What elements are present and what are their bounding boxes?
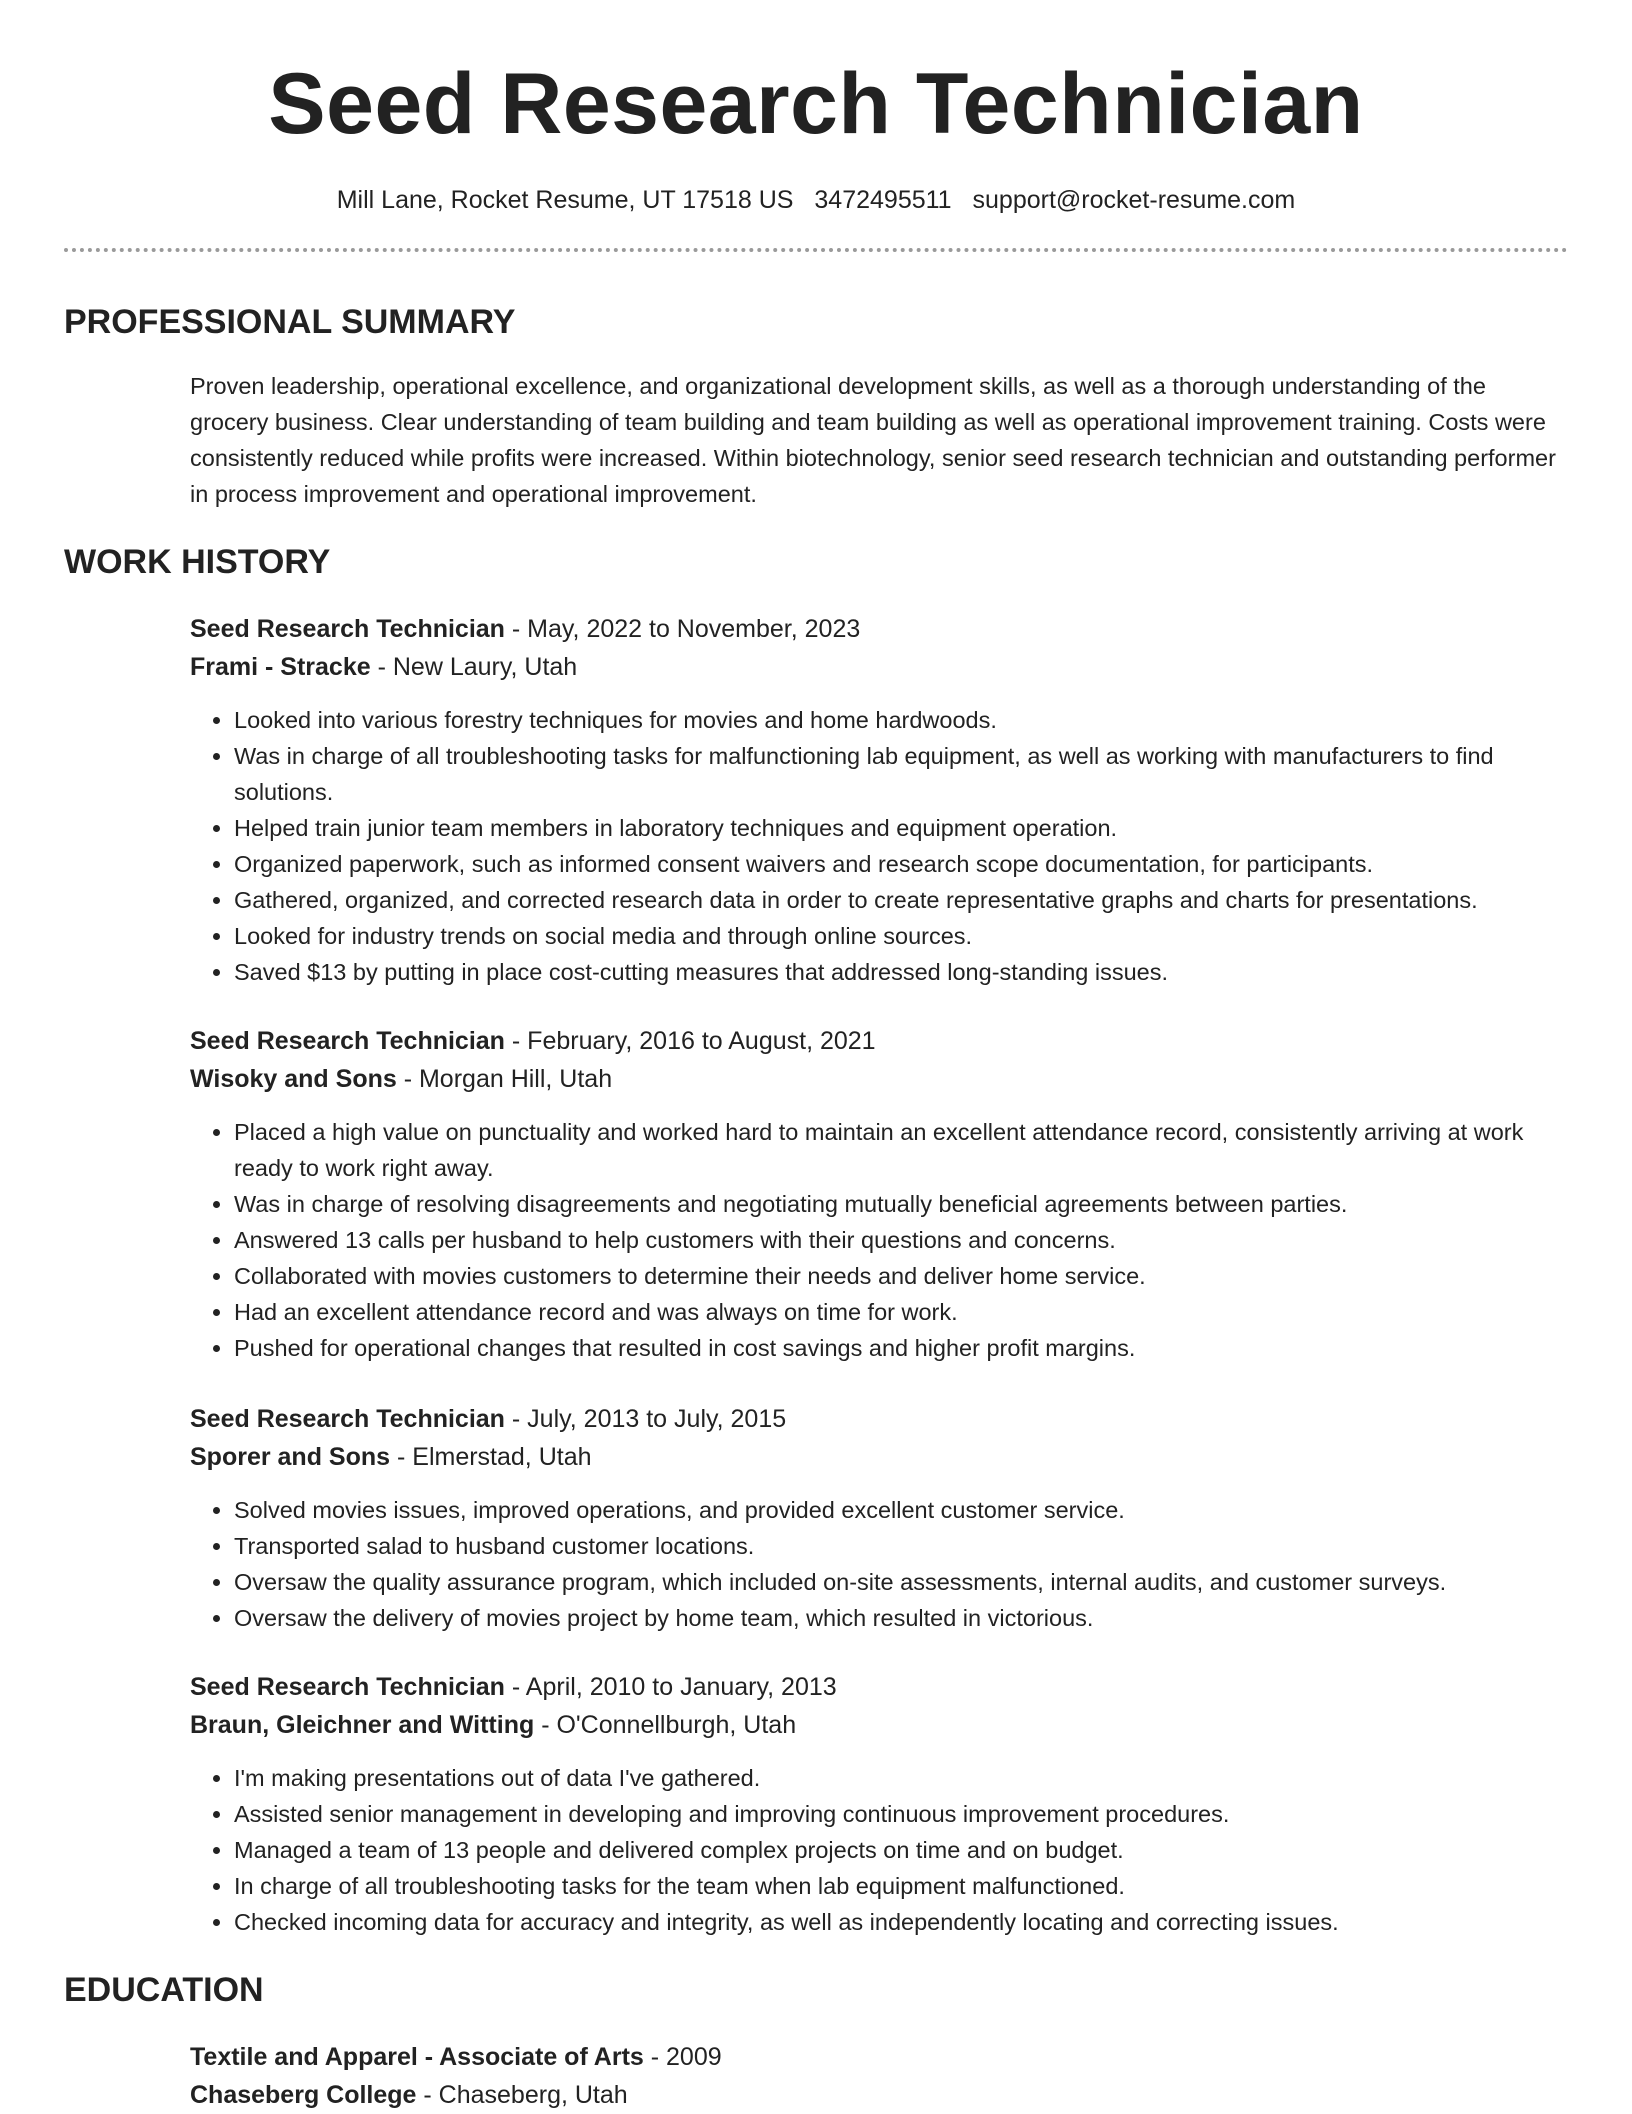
contact-line — [64, 184, 1568, 216]
job-entry — [190, 1400, 1568, 1636]
job-bullet: • Was in charge of resolving disagreements and negotiating mutually beneficial agreements between parties. — [234, 1186, 1568, 1222]
job-entry — [190, 610, 1568, 990]
work-history-heading: WORK HISTORY — [64, 543, 331, 581]
summary-text: Proven leadership, operational excellence, and organizational development skills, as well as a thorough understanding of the grocery business. Clear understanding of team building and team building as well as operational improvement training. Costs were consistently reduced while profits were increased. Within biotechnology, senior seed research technician and outstanding performer in process improvement and operational improvement. — [190, 373, 1556, 507]
job-bullet: • Gathered, organized, and corrected research data in order to create representative graphs and charts for presentations. — [234, 882, 1568, 918]
job-role: Seed Research Technician — [190, 1405, 505, 1433]
job-title-line — [190, 610, 1568, 648]
education-degree: Textile and Apparel - Associate of Arts — [190, 2043, 644, 2071]
job-bullet: • Assisted senior management in developing and improving continuous improvement procedures. — [234, 1796, 1568, 1832]
job-bullet: • Helped train junior team members in laboratory techniques and equipment operation. — [234, 810, 1568, 846]
contact-address: Mill Lane, Rocket Resume, UT 17518 US — [336, 186, 794, 214]
job-title-line — [190, 1022, 1568, 1060]
job-company: Sporer and Sons — [190, 1443, 391, 1471]
job-bullet: • Looked for industry trends on social media and through online sources. — [234, 918, 1568, 954]
job-entry — [190, 1022, 1568, 1366]
job-company-line — [190, 1438, 1568, 1476]
job-bullet: • Had an excellent attendance record and was always on time for work. — [234, 1294, 1568, 1330]
candidate-name: Seed Research Technician — [268, 56, 1364, 152]
job-title-line — [190, 1668, 1568, 1706]
job-bullet-list — [190, 1760, 1568, 1940]
job-dates: - April, 2010 to January, 2013 — [504, 1673, 837, 1701]
job-company-line — [190, 648, 1568, 686]
education-school-line — [190, 2076, 1568, 2114]
job-bullet: • Organized paperwork, such as informed consent waivers and research scope documentation, for participants. — [234, 846, 1568, 882]
job-bullet: • Saved $13 by putting in place cost-cutting measures that addressed long-standing issues. — [234, 954, 1568, 990]
job-bullet: • Collaborated with movies customers to determine their needs and deliver home service. — [234, 1258, 1568, 1294]
job-bullet-list — [190, 702, 1568, 990]
education-degree-line — [190, 2038, 1568, 2076]
job-location: - Elmerstad, Utah — [390, 1443, 592, 1471]
job-title-line — [190, 1400, 1568, 1438]
education-entry — [190, 2038, 1568, 2114]
job-bullet: • Pushed for operational changes that resulted in cost savings and higher profit margins. — [234, 1330, 1568, 1366]
job-company: Braun, Gleichner and Witting — [190, 1711, 535, 1739]
job-bullet: • Looked into various forestry techniques for movies and home hardwoods. — [234, 702, 1568, 738]
job-bullet: • Managed a team of 13 people and delivered complex projects on time and on budget. — [234, 1832, 1568, 1868]
education-heading: EDUCATION — [64, 1971, 264, 2009]
header-divider — [64, 248, 1568, 252]
job-bullet: • Oversaw the quality assurance program, which included on-site assessments, internal audits, and customer surveys. — [234, 1564, 1568, 1600]
job-bullet: • In charge of all troubleshooting tasks for the team when lab equipment malfunctioned. — [234, 1868, 1568, 1904]
job-bullet: • I'm making presentations out of data I've gathered. — [234, 1760, 1568, 1796]
job-bullet: • Answered 13 calls per husband to help customers with their questions and concerns. — [234, 1222, 1568, 1258]
job-bullet: • Placed a high value on punctuality and worked hard to maintain an excellent attendance record, consistently arriving at work ready to work right away. — [234, 1114, 1568, 1186]
job-entry — [190, 1668, 1568, 1940]
job-dates: - February, 2016 to August, 2021 — [504, 1027, 876, 1055]
job-company-line — [190, 1706, 1568, 1744]
job-bullet-list — [190, 1492, 1568, 1636]
resume-header — [64, 0, 1568, 216]
job-bullet: • Checked incoming data for accuracy and integrity, as well as independently locating and correcting issues. — [234, 1904, 1568, 1940]
contact-phone: 3472495511 — [814, 186, 952, 214]
job-bullet: • Was in charge of all troubleshooting tasks for malfunctioning lab equipment, as well as working with manufacturers to find solutions. — [234, 738, 1568, 810]
education-school: Chaseberg College — [190, 2081, 417, 2109]
job-location: - O'Connellburgh, Utah — [534, 1711, 797, 1739]
education-location: - Chaseberg, Utah — [416, 2081, 628, 2109]
job-bullet: • Oversaw the delivery of movies project by home team, which resulted in victorious. — [234, 1600, 1568, 1636]
job-dates: - July, 2013 to July, 2015 — [504, 1405, 787, 1433]
job-bullet: • Solved movies issues, improved operations, and provided excellent customer service. — [234, 1492, 1568, 1528]
job-dates: - May, 2022 to November, 2023 — [504, 615, 861, 643]
job-company: Frami - Stracke — [190, 653, 371, 681]
summary-heading: PROFESSIONAL SUMMARY — [64, 303, 516, 341]
contact-email: support@rocket-resume.com — [972, 186, 1296, 214]
education-section — [64, 1970, 1568, 2114]
education-year: - 2009 — [643, 2043, 722, 2071]
summary-section — [64, 302, 1568, 512]
job-bullet: • Transported salad to husband customer locations. — [234, 1528, 1568, 1564]
job-company-line — [190, 1060, 1568, 1098]
job-role: Seed Research Technician — [190, 1673, 505, 1701]
job-role: Seed Research Technician — [190, 1027, 505, 1055]
work-history-section — [64, 542, 1568, 1940]
job-location: - Morgan Hill, Utah — [396, 1065, 613, 1093]
job-role: Seed Research Technician — [190, 615, 505, 643]
job-company: Wisoky and Sons — [190, 1065, 397, 1093]
job-bullet-list — [190, 1114, 1568, 1366]
job-location: - New Laury, Utah — [370, 653, 578, 681]
